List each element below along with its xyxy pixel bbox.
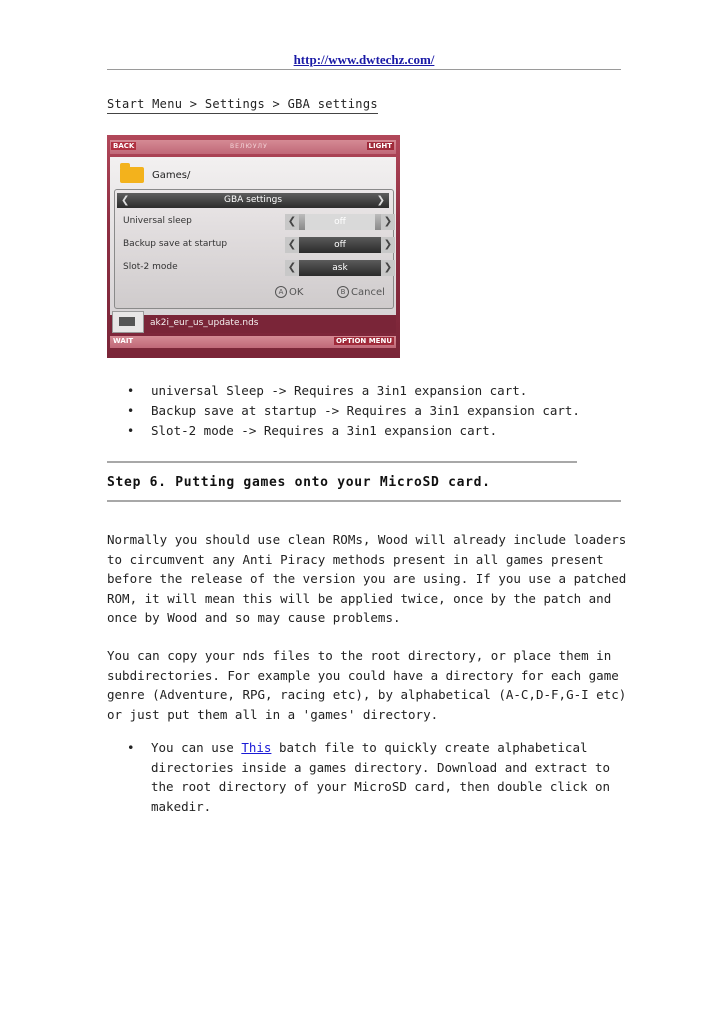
chevron-left-icon: ❮ [285, 214, 299, 230]
chevron-left-icon: ❮ [285, 260, 299, 276]
row-selector [285, 260, 395, 276]
breadcrumb: Start Menu > Settings > GBA settings [107, 97, 378, 114]
paragraph-directories: You can copy your nds files to the root directory, or place them in subdirectories. For example you could have a directory for each game genre (Adventure, RPG, racing etc), by alphabetical (A-C,D-F,G-I etc) or just put them all in a 'games' directory. [107, 648, 627, 722]
row-value: ask [332, 263, 348, 273]
screenshot-row-universal-sleep [123, 214, 391, 230]
section-heading: Step 6. Putting games onto your MicroSD card. [107, 475, 491, 490]
batch-file-link[interactable]: This [241, 740, 272, 755]
dialog-title-text: GBA settings [223, 195, 283, 205]
tip-list [107, 738, 610, 816]
screenshot-cancel-button [337, 286, 385, 298]
chevron-right-icon: ❯ [381, 260, 395, 276]
chevron-left-icon: ❮ [285, 237, 299, 253]
screenshot-bottom-bar [110, 336, 396, 348]
list-item [107, 738, 610, 816]
tip-prefix: You can use [151, 740, 242, 755]
row-label: Backup save at startup [123, 239, 228, 249]
screenshot-ok-button [275, 286, 303, 298]
row-value: off [334, 240, 346, 250]
screenshot-folder-label: Games/ [152, 170, 191, 181]
screenshot-screen [110, 157, 396, 315]
ok-label: OK [289, 287, 304, 298]
screenshot-file-row [110, 315, 396, 333]
section-divider-bottom [107, 500, 621, 502]
row-label: Slot-2 mode [123, 262, 178, 272]
screenshot-settings-dialog [114, 189, 394, 309]
screenshot-top-text: ВЕЛЮУЛУ [230, 143, 268, 150]
cancel-label: Cancel [351, 287, 385, 298]
screenshot-light-button: LIGHT [368, 142, 392, 150]
screenshot-wait-label: WAIT [113, 337, 134, 345]
paragraph-clean-roms: Normally you should use clean ROMs, Wood will already include loaders to circumvent any Anti Piracy methods present in all games present before the release of the version you are using. If you use a patched ROM, it will mean this will be applied twice, once by the patch and once by Wood and so may cause problems. [107, 532, 627, 625]
chevron-left-icon: ❮ [121, 195, 130, 206]
folder-icon [120, 167, 144, 183]
row-selector [285, 214, 395, 230]
screenshot-row-slot2-mode [123, 260, 391, 276]
b-key-icon: B [337, 286, 349, 298]
screenshot-option-menu: OPTION MENU [336, 337, 392, 345]
row-label: Universal sleep [123, 216, 192, 226]
screenshot-row-backup-save [123, 237, 391, 253]
list-item: • Backup save at startup -> Requires a 3in1 expansion cart. [107, 402, 580, 422]
chevron-right-icon: ❯ [381, 237, 395, 253]
chevron-right-icon: ❯ [381, 214, 395, 230]
header-divider [107, 69, 621, 70]
list-item: • Slot-2 mode -> Requires a 3in1 expansion cart. [107, 422, 580, 442]
screenshot-back-button: BACK [113, 142, 135, 150]
screenshot-file-name: ak2i_eur_us_update.nds [150, 318, 259, 328]
header-url-link[interactable]: http://www.dwtechz.com/ [293, 52, 435, 67]
gba-settings-screenshot [107, 135, 400, 358]
row-value: off [305, 214, 375, 230]
a-key-icon: A [275, 286, 287, 298]
gba-notes-list [107, 382, 580, 442]
nds-cart-icon [112, 311, 144, 333]
section-divider-top [107, 461, 577, 463]
screenshot-dialog-title [117, 193, 389, 208]
list-item: • universal Sleep -> Requires a 3in1 expansion cart. [107, 382, 580, 402]
chevron-right-icon: ❯ [376, 195, 385, 206]
row-selector [285, 237, 395, 253]
screenshot-top-bar [110, 140, 396, 154]
tip-suffix: batch file to quickly create alphabetical directories inside a games directory. Download and extract to the root directory of your MicroSD card, then double click on makedir. [151, 740, 611, 814]
